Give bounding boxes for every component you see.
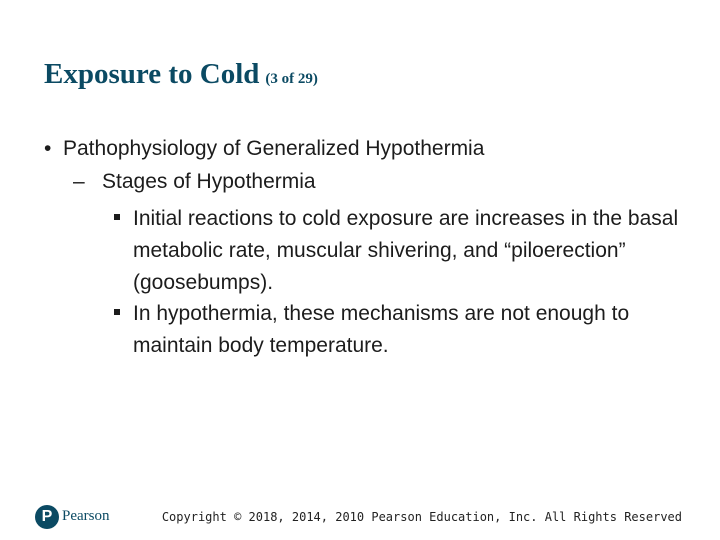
- copyright-notice: Copyright © 2018, 2014, 2010 Pearson Education, Inc. All Rights Reserved: [161, 510, 682, 524]
- bullet-level2-text: Stages of Hypothermia: [102, 170, 316, 193]
- slide-title-text: Exposure to Cold: [44, 58, 260, 90]
- pearson-logo-text: Pearson: [62, 508, 110, 524]
- slide-title-counter: (3 of 29): [265, 71, 318, 87]
- bullet-level3-text: In hypothermia, these mechanisms are not enough to maintain body temperature.: [133, 302, 630, 357]
- pearson-logo: [35, 505, 115, 531]
- bullet-dash-icon: –: [73, 170, 85, 193]
- bullet-dot-icon: •: [44, 137, 52, 160]
- bullet-level1-text: Pathophysiology of Generalized Hypothermia: [63, 137, 485, 160]
- slide-title: [44, 58, 318, 91]
- bullet-square-icon: [114, 214, 120, 220]
- pearson-logo-icon: P: [35, 505, 59, 529]
- bullet-square-icon: [114, 309, 120, 315]
- bullet-level3-text: Initial reactions to cold exposure are increases in the basal metabolic rate, muscular shivering, and “piloerection” (goosebumps).: [133, 207, 679, 294]
